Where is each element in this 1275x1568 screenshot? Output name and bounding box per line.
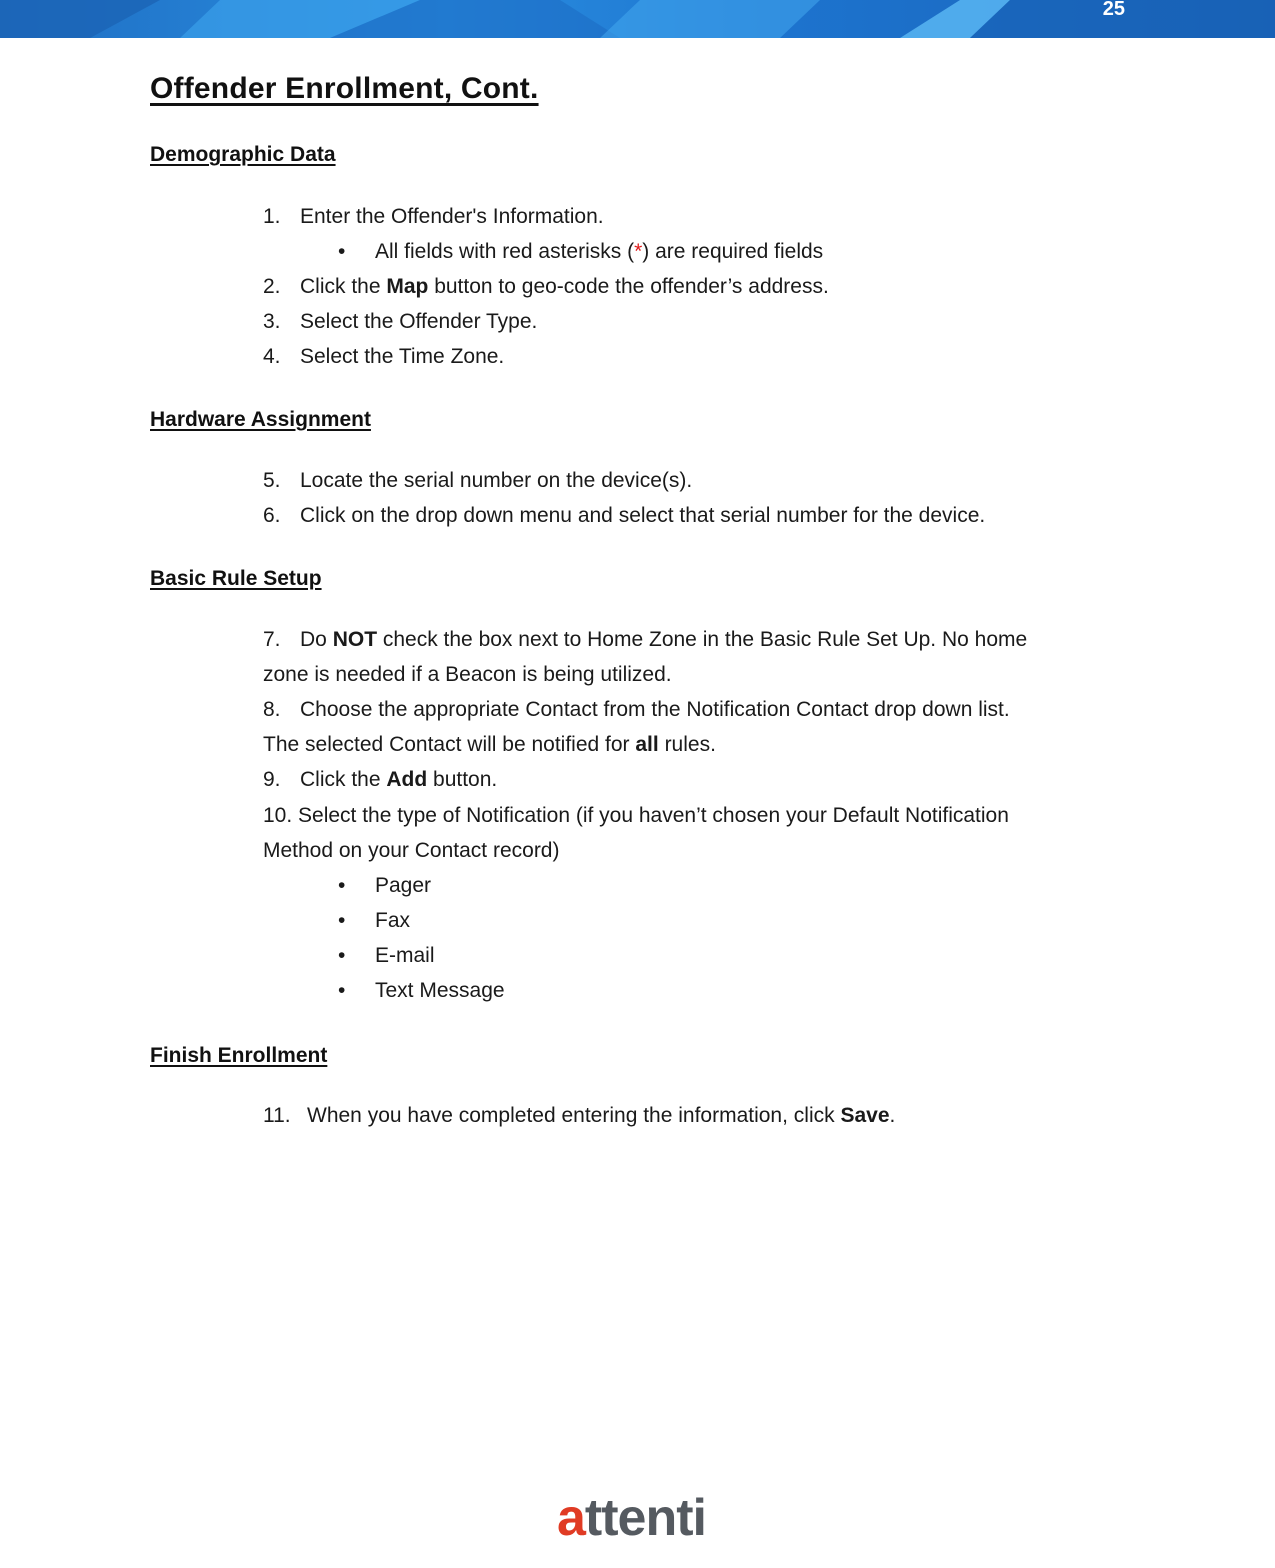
step-7-continued: zone is needed if a Beacon is being utilized. [263, 663, 672, 686]
bullet-required-fields: • All fields with red asterisks (*) are required fields [338, 240, 824, 263]
section-heading-hardware: Hardware Assignment [150, 408, 371, 431]
section-heading-demographic: Demographic Data [150, 143, 336, 166]
step-9: 9. Click the Add button. [263, 768, 498, 791]
section-heading-finish: Finish Enrollment [150, 1044, 328, 1067]
notification-type-item: • Pager [338, 874, 432, 897]
step-6: 6. Click on the drop down menu and select that serial number for the device. [263, 504, 986, 527]
step-8-continued: The selected Contact will be notified for all rules. [263, 733, 716, 756]
step-11: 11. When you have completed entering the information, click Save. [263, 1104, 896, 1127]
notification-type-item: • Text Message [338, 979, 505, 1002]
step-4: 4. Select the Time Zone. [263, 345, 505, 368]
step-1: 1. Enter the Offender's Information. [263, 205, 604, 228]
step-7: 7. Do NOT check the box next to Home Zone in the Basic Rule Set Up. No home [263, 628, 1028, 651]
step-10-continued: Method on your Contact record) [263, 839, 560, 862]
red-asterisk: * [634, 240, 643, 263]
step-8: 8. Choose the appropriate Contact from the Notification Contact drop down list. [263, 698, 1010, 721]
step-2: 2. Click the Map button to geo-code the offender’s address. [263, 275, 829, 298]
notification-type-item: • Fax [338, 909, 411, 932]
header-pattern [0, 0, 1275, 38]
step-10: 10. Select the type of Notification (if you haven’t chosen your Default Notification [263, 804, 1009, 827]
attenti-logo: attenti [557, 1489, 707, 1547]
step-3: 3. Select the Offender Type. [263, 310, 538, 333]
page-title: Offender Enrollment, Cont. [150, 72, 539, 105]
page-number: 25 [1102, 0, 1125, 20]
notification-type-item: • E-mail [338, 944, 435, 967]
header-band [0, 0, 1275, 38]
section-heading-rules: Basic Rule Setup [150, 567, 322, 590]
step-5: 5. Locate the serial number on the device(s). [263, 469, 693, 492]
